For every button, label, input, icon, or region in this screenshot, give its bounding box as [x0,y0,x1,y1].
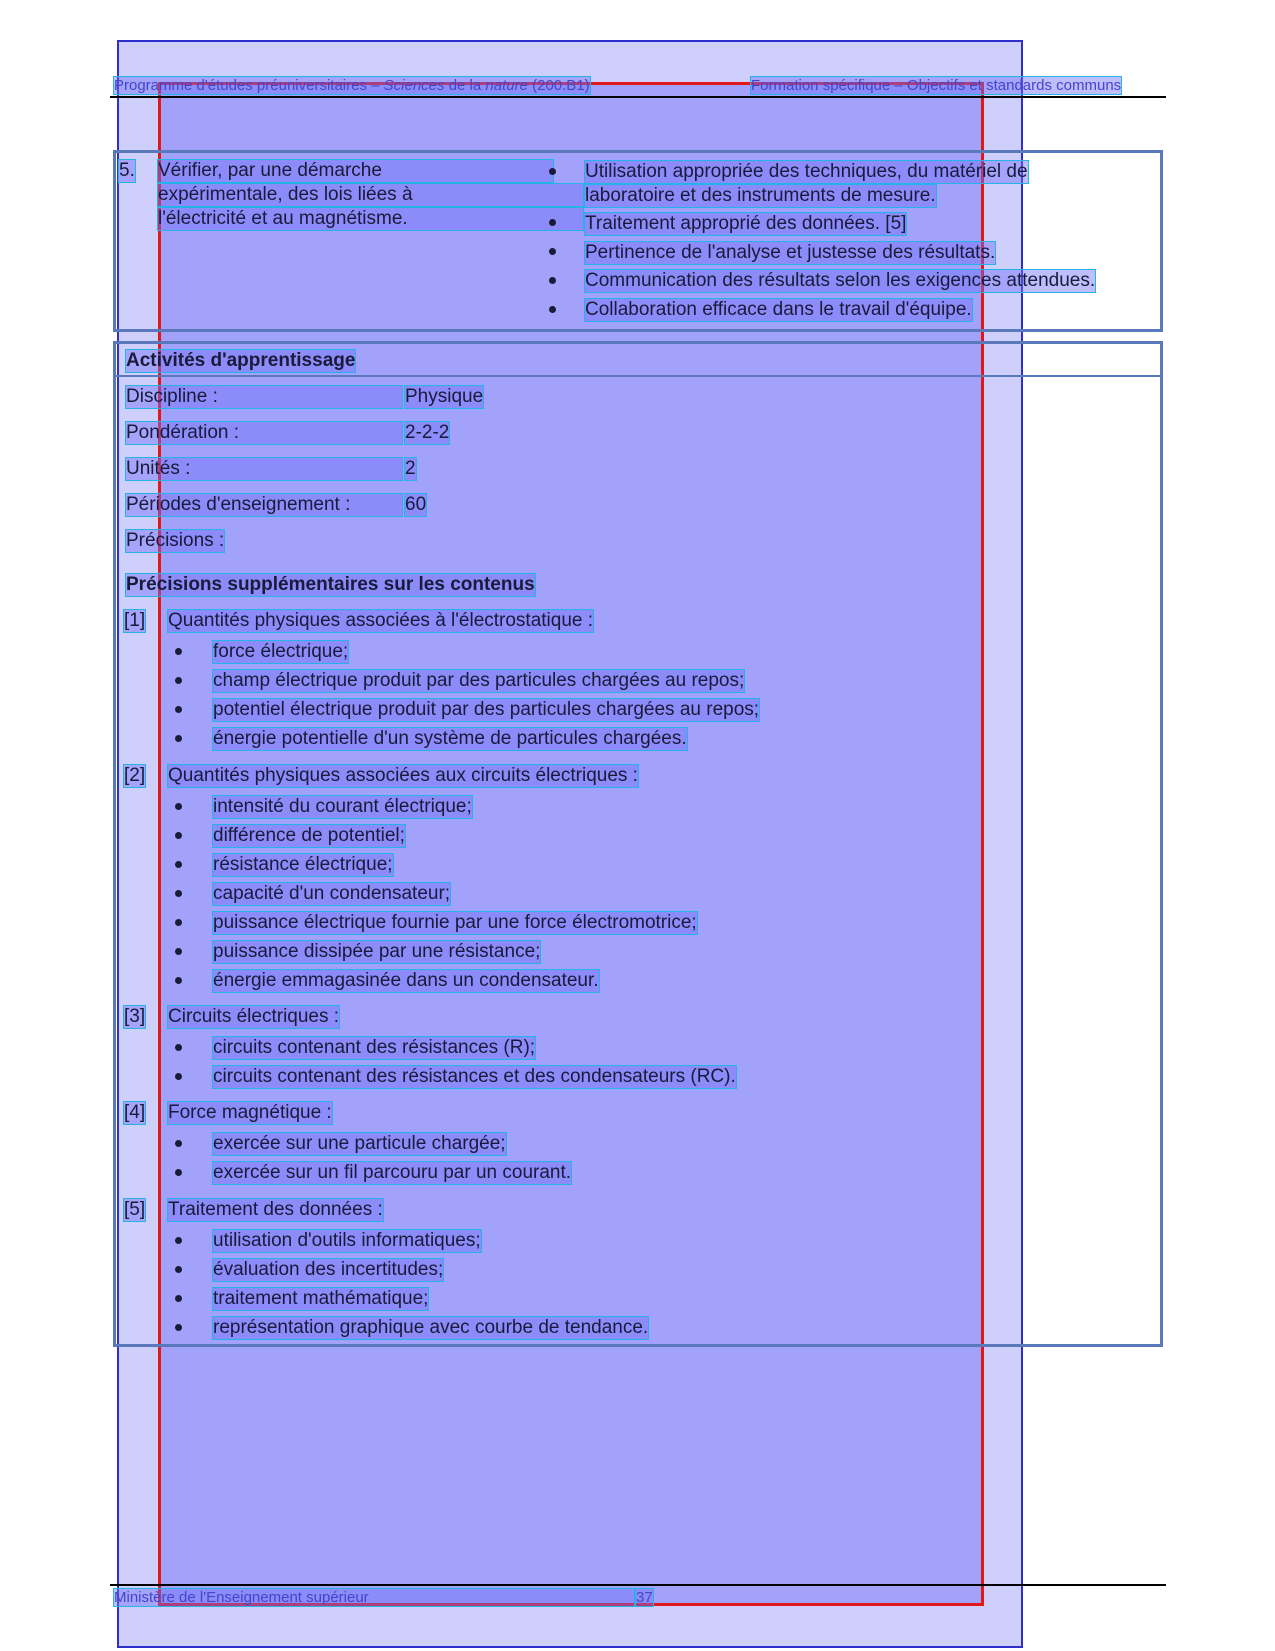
bullet-icon [549,277,556,284]
field-value: Physique [405,386,484,407]
objective-line: Vérifier, par une démarche [158,160,553,182]
section-number: [5] [124,1199,146,1220]
header-rule [110,96,1166,98]
bullet-icon [175,1044,182,1051]
bullet-icon [175,919,182,926]
field-label: Précisions : [126,530,225,551]
precisions-title: Précisions supplémentaires sur les contenus [126,574,535,595]
list-item: résistance électrique; [213,854,393,875]
field-label: Unités : [126,458,402,480]
list-item: énergie potentielle d'un système de particules chargées. [213,728,687,749]
bullet-icon [175,803,182,810]
criterion-text: Collaboration efficace dans le travail d'équipe. [585,299,972,320]
list-item: intensité du courant électrique; [213,796,472,817]
bullet-icon [175,890,182,897]
field-label: Pondération : [126,422,402,444]
header-section-title: Formation spécifique – Objectifs et standards communs [751,77,1122,94]
footer-rule [110,1584,1166,1586]
bullet-icon [549,248,556,255]
field-value: 2 [405,458,416,479]
bullet-icon [175,1295,182,1302]
section-number: [2] [124,765,146,786]
header-text: (200.B1) [527,77,590,94]
page-number: 37 [636,1589,653,1606]
list-item: puissance électrique fournie par une force électromotrice; [213,912,697,933]
field-value: 2-2-2 [405,422,450,443]
criterion-text: laboratoire et des instruments de mesure. [585,185,936,206]
objective-line: l'électricité et au magnétisme. [158,208,583,230]
list-item: circuits contenant des résistances (R); [213,1037,536,1058]
section-number: [4] [124,1102,146,1123]
list-item: traitement mathématique; [213,1288,429,1309]
header-italic: nature [485,77,528,94]
bullet-icon [175,1169,182,1176]
list-item: représentation graphique avec courbe de tendance. [213,1317,649,1338]
criterion-text: Utilisation appropriée des techniques, du matériel de [585,161,1028,182]
section-title: Circuits électriques : [168,1006,340,1027]
section-number: [1] [124,610,146,631]
bullet-icon [175,735,182,742]
footer-ministry: Ministère de l'Enseignement supérieur [114,1589,634,1606]
bullet-icon [175,948,182,955]
field-value: 60 [405,494,427,515]
bullet-icon [175,832,182,839]
list-item: potentiel électrique produit par des particules chargées au repos; [213,699,760,720]
bullet-icon [175,977,182,984]
field-label: Périodes d'enseignement : [126,494,402,516]
header-text: Programme d'études préuniversitaires – [114,77,384,94]
activities-title: Activités d'apprentissage [126,350,356,371]
section-title: Quantités physiques associées aux circuits électriques : [168,765,638,786]
criterion-text: Pertinence de l'analyse et justesse des résultats. [585,242,996,263]
list-item: différence de potentiel; [213,825,405,846]
list-item: champ électrique produit par des particules chargées au repos; [213,670,745,691]
section-title: Traitement des données : [168,1199,383,1220]
criterion-text: Communication des résultats selon les exigences attendues. [585,270,1096,291]
bullet-icon [175,1324,182,1331]
list-item: circuits contenant des résistances et des condensateurs (RC). [213,1066,736,1087]
list-item: force électrique; [213,641,349,662]
bullet-icon [549,306,556,313]
list-item: puissance dissipée par une résistance; [213,941,541,962]
section-number: [3] [124,1006,146,1027]
header-text: de la [444,77,486,94]
bullet-icon [175,648,182,655]
activities-title-rule [113,375,1163,377]
bullet-icon [175,1073,182,1080]
list-item: capacité d'un condensateur; [213,883,451,904]
bullet-icon [175,677,182,684]
list-item: énergie emmagasinée dans un condensateur. [213,970,599,991]
list-item: utilisation d'outils informatiques; [213,1230,481,1251]
bullet-icon [175,1237,182,1244]
bullet-icon [175,1266,182,1273]
field-label: Discipline : [126,386,402,408]
bullet-icon [175,706,182,713]
section-title: Force magnétique : [168,1102,332,1123]
header-italic: Sciences [383,77,445,94]
objective-number: 5. [119,160,135,181]
bullet-icon [175,1140,182,1147]
section-title: Quantités physiques associées à l'électrostatique : [168,610,594,631]
objective-line: expérimentale, des lois liées à [158,184,583,206]
criterion-text: Traitement approprié des données. [5] [585,213,907,234]
header-program-title [114,77,590,94]
list-item: évaluation des incertitudes; [213,1259,444,1280]
bullet-icon [175,861,182,868]
list-item: exercée sur un fil parcouru par un courant. [213,1162,572,1183]
bullet-icon [549,219,556,226]
bullet-icon [549,168,556,175]
list-item: exercée sur une particule chargée; [213,1133,506,1154]
